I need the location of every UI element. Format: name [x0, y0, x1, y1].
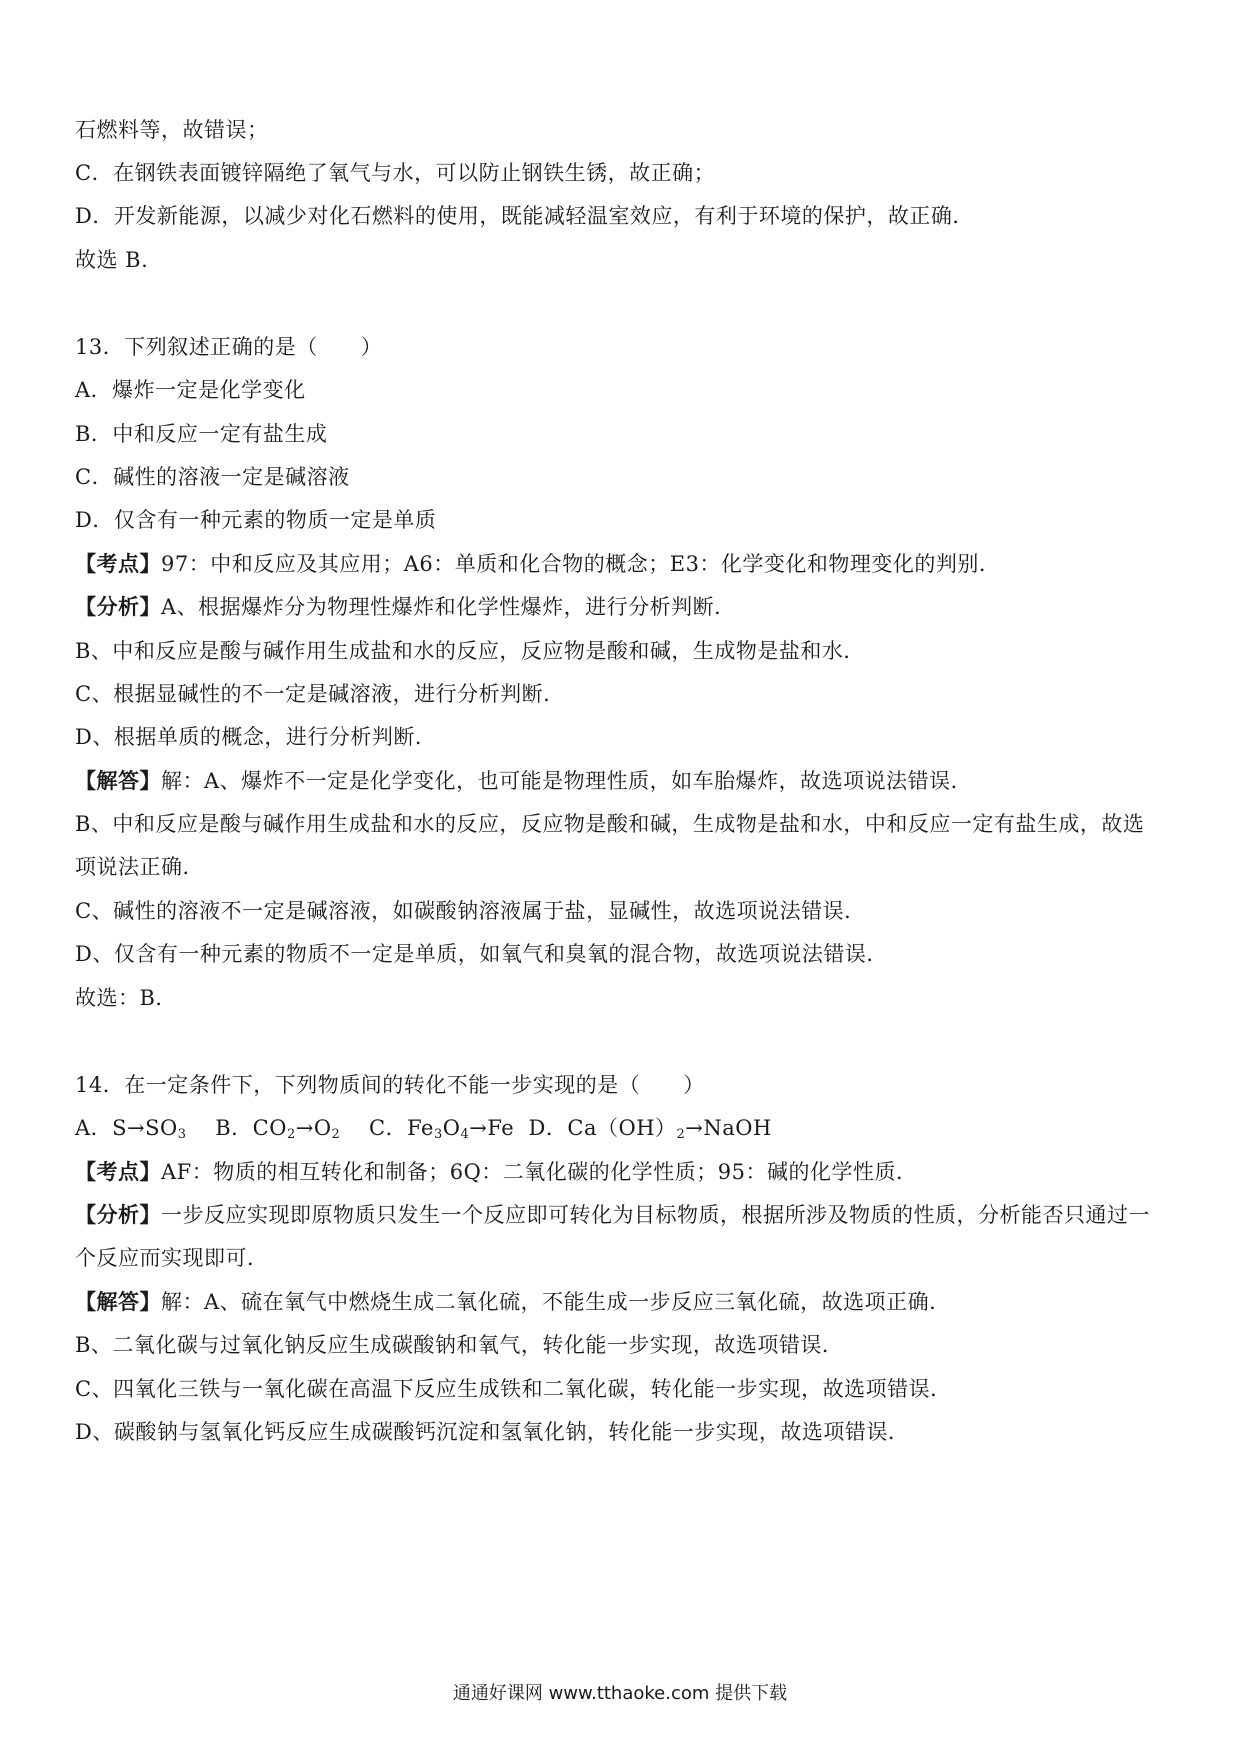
q13-fenxi-b: B、中和反应是酸与碱作用生成盐和水的反应，反应物是酸和碱，生成物是盐和水． — [75, 639, 865, 663]
q14-jieda-c: C、四氧化三铁与一氧化碳在高温下反应生成铁和二氧化碳，转化能一步实现，故选项错误． — [75, 1377, 952, 1401]
kaodian-tag: 【考点】 — [75, 1159, 161, 1184]
q13-jieda-b-1: B、中和反应是酸与碱作用生成盐和水的反应，反应物是酸和碱，生成物是盐和水，中和反应一定有盐生成，故选 — [75, 812, 1145, 836]
q13-answer: 故选：B． — [75, 986, 177, 1010]
prev-answer-choice: 故选 B. — [75, 248, 149, 272]
q14-fenxi — [75, 1201, 1175, 1229]
q13-fenxi — [75, 593, 1175, 621]
fenxi-tag: 【分析】 — [75, 594, 161, 619]
jieda-tag: 【解答】 — [75, 1289, 161, 1314]
q13-jieda-d: D、仅含有一种元素的物质不一定是单质，如氧气和臭氧的混合物，故选项说法错误． — [75, 942, 888, 966]
jieda-text: 解：A、硫在氧气中燃烧生成二氧化硫，不能生成一步反应三氧化硫，故选项正确． — [161, 1290, 951, 1314]
q13-option-d: D．仅含有一种元素的物质一定是单质 — [75, 508, 437, 532]
fenxi-tag: 【分析】 — [75, 1202, 161, 1227]
q13-jieda-b-2: 项说法正确． — [75, 855, 204, 879]
kaodian-text: 97：中和反应及其应用；A6：单质和化合物的概念；E3：化学变化和物理变化的判别． — [161, 552, 1001, 576]
fenxi-text: 一步反应实现即原物质只发生一个反应即可转化为目标物质，根据所涉及物质的性质，分析能否只通过一 — [161, 1203, 1150, 1227]
fenxi-text: A、根据爆炸分为物理性爆炸和化学性爆炸，进行分析判断． — [161, 595, 736, 619]
q14-option-b: B．$CO_2\to O_2$ — [215, 1116, 341, 1142]
q14-fenxi-2: 个反应而实现即可． — [75, 1246, 269, 1270]
q13-option-c: C．碱性的溶液一定是碱溶液 — [75, 465, 350, 489]
q14-jieda — [75, 1288, 1175, 1316]
page-footer: 通通好课网 www.tthaoke.com 提供下载 — [452, 1683, 788, 1704]
jieda-tag: 【解答】 — [75, 768, 161, 793]
q13-option-b: B．中和反应一定有盐生成 — [75, 422, 328, 446]
q14-option-a: A．$S\to SO_3$ — [75, 1116, 187, 1142]
q13-stem: 13．下列叙述正确的是（ ） — [75, 335, 383, 359]
prev-answer-line-2: C．在钢铁表面镀锌隔绝了氧气与水，可以防止钢铁生锈，故正确； — [75, 161, 716, 185]
prev-answer-line-1: 石燃料等，故错误； — [75, 118, 269, 142]
q13-jieda — [75, 767, 1175, 795]
q14-options — [75, 1114, 1175, 1142]
q14-option-d: D．$Ca(OH)_2\to NaOH$ — [528, 1116, 772, 1142]
prev-answer-line-3: D．开发新能源，以减少对化石燃料的使用，既能减轻温室效应，有利于环境的保护，故正确． — [75, 204, 974, 228]
q14-option-c: C．$Fe_3O_4\to Fe$ — [369, 1116, 515, 1142]
q13-fenxi-d: D、根据单质的概念，进行分析判断． — [75, 725, 437, 749]
q13-fenxi-c: C、根据显碱性的不一定是碱溶液，进行分析判断． — [75, 682, 565, 706]
q14-stem: 14．在一定条件下，下列物质间的转化不能一步实现的是（ ） — [75, 1073, 705, 1097]
jieda-text: 解：A、爆炸不一定是化学变化，也可能是物理性质，如车胎爆炸，故选项说法错误． — [161, 769, 973, 793]
kaodian-text: AF：物质的相互转化和制备；6Q：二氧化碳的化学性质；95：碱的化学性质． — [161, 1160, 918, 1184]
q13-option-a: A．爆炸一定是化学变化 — [75, 378, 306, 402]
q14-jieda-b: B、二氧化碳与过氧化钠反应生成碳酸钠和氧气，转化能一步实现，故选项错误． — [75, 1333, 844, 1357]
q14-jieda-d: D、碳酸钠与氢氧化钙反应生成碳酸钙沉淀和氢氧化钠，转化能一步实现，故选项错误． — [75, 1420, 910, 1444]
q14-kaodian — [75, 1158, 1175, 1186]
kaodian-tag: 【考点】 — [75, 551, 161, 576]
q13-kaodian — [75, 550, 1175, 578]
q13-jieda-c: C、碱性的溶液不一定是碱溶液，如碳酸钠溶液属于盐，显碱性，故选项说法错误． — [75, 899, 866, 923]
